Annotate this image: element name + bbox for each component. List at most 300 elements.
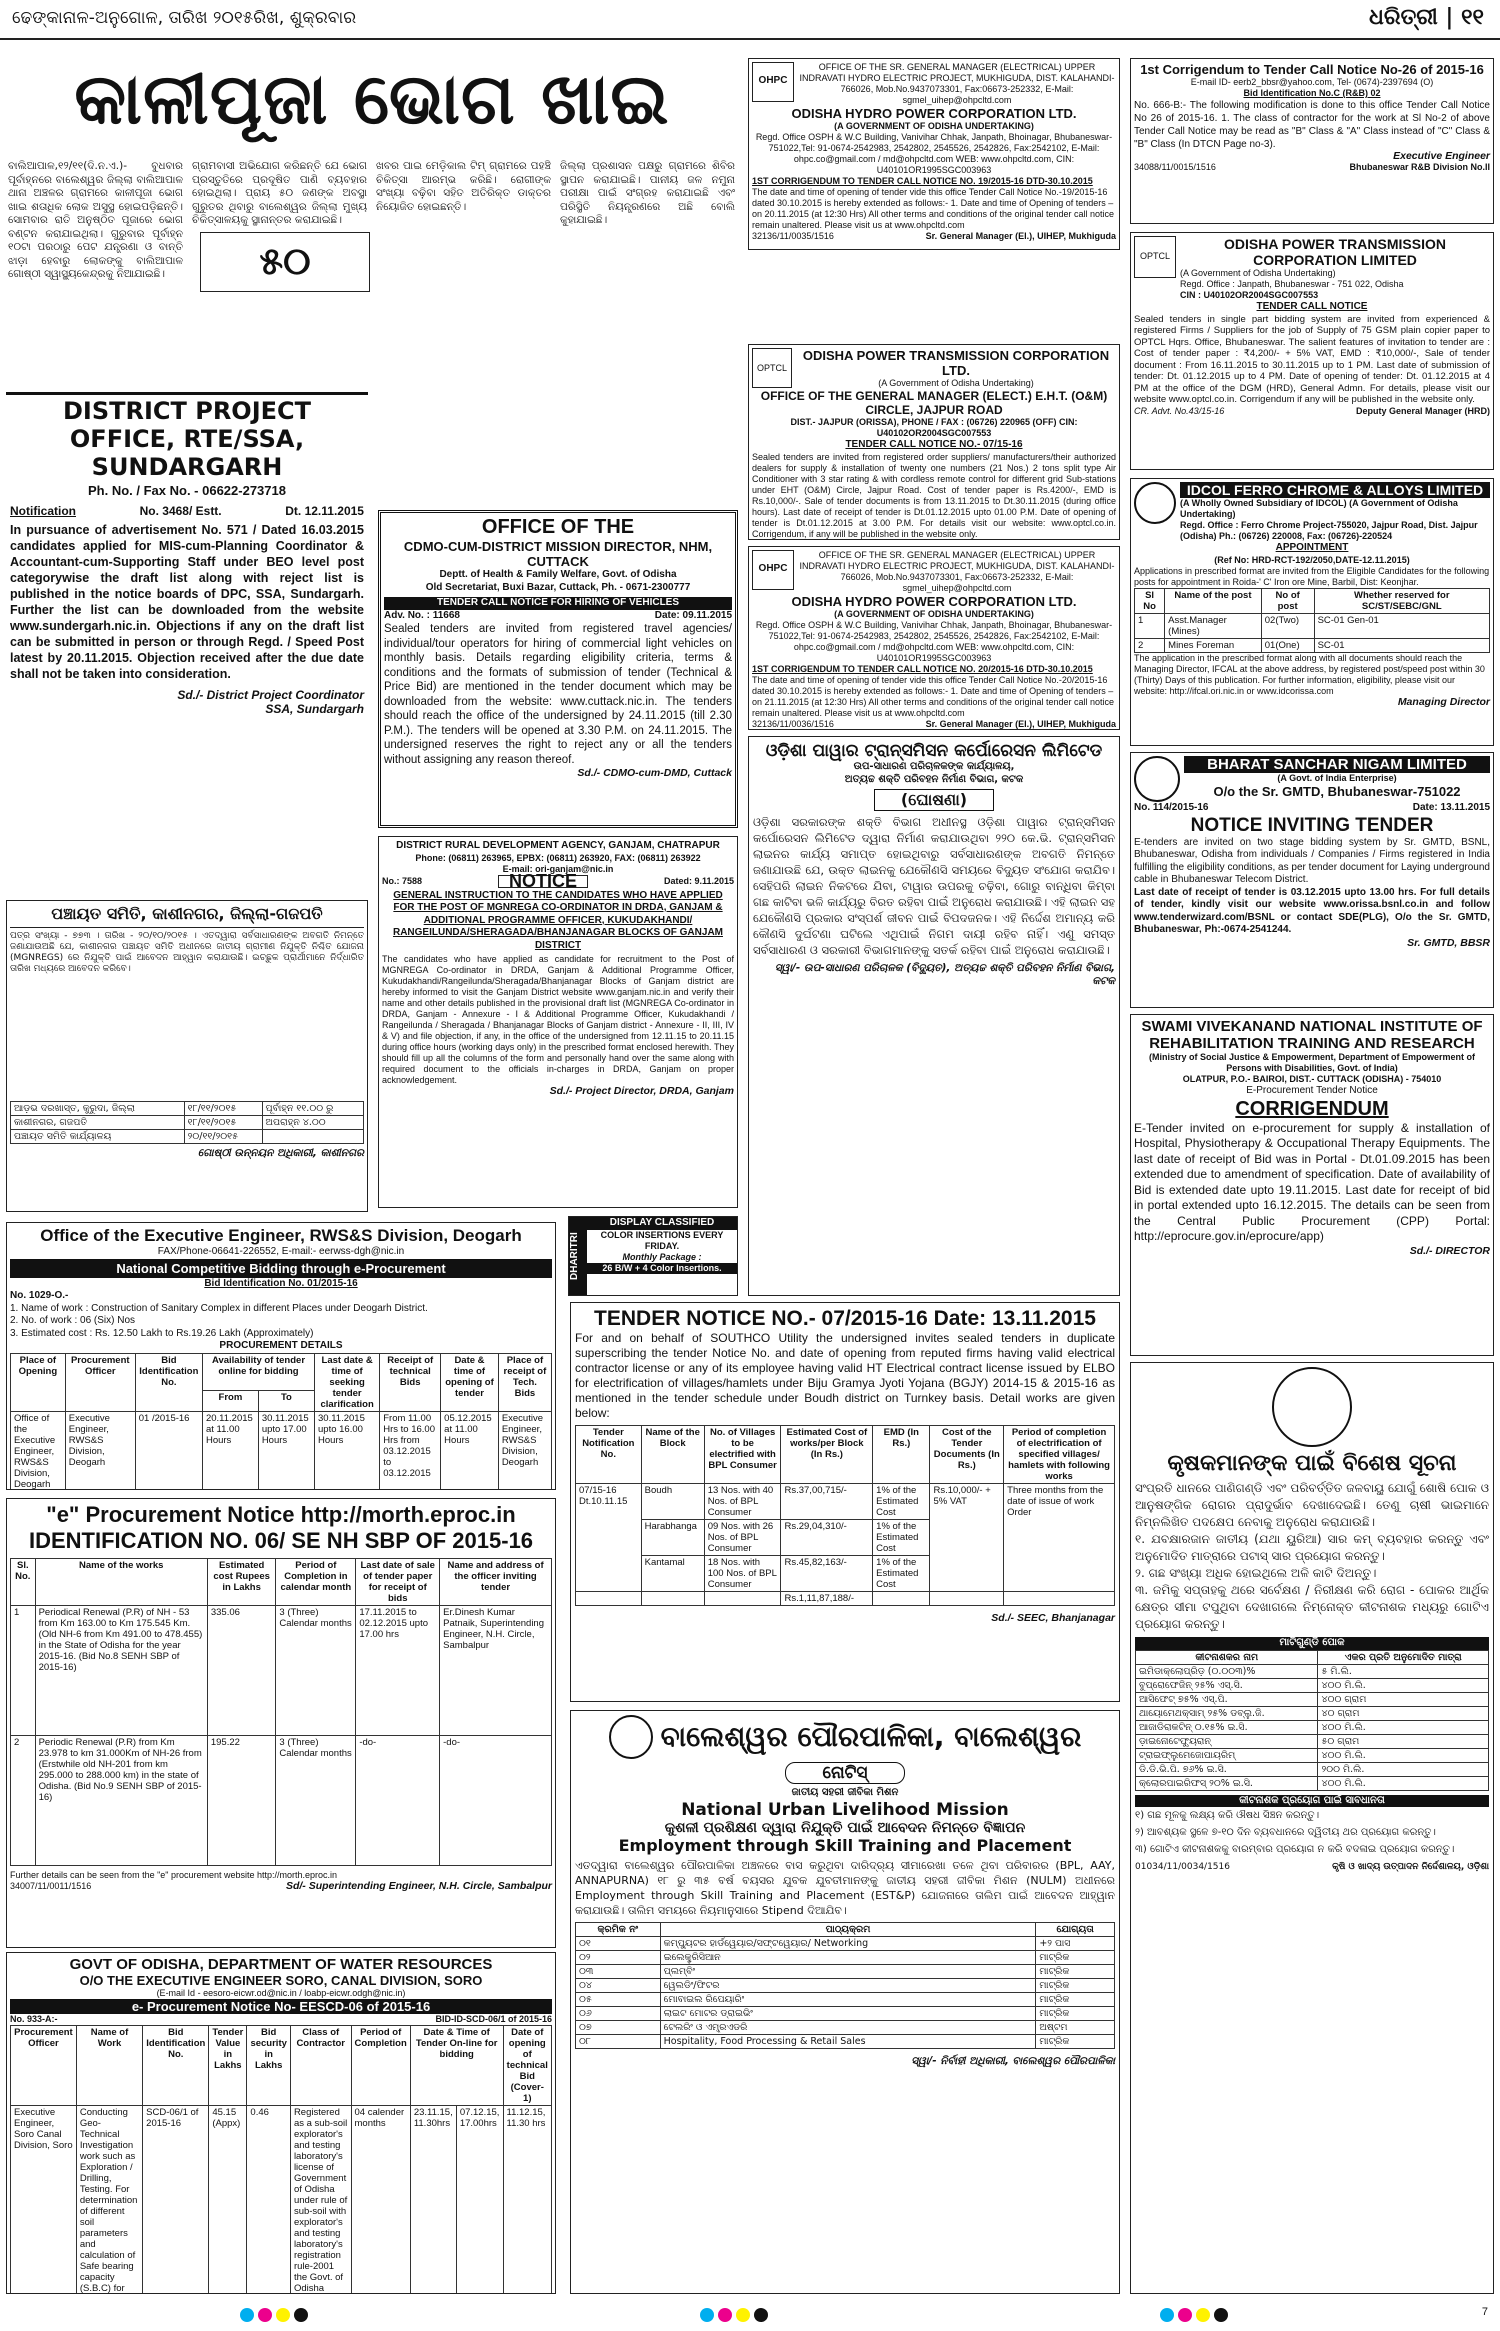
table-cell: Executive Engineer, RWS&S Division, Deogarh [65,1411,135,1490]
table-cell: ପ୍ଲମ୍ବିଂ [660,1964,1036,1978]
krushak-title: କୃଷକମାନଙ୍କ ପାଇଁ ବିଶେଷ ସୂଚନା [1167,1451,1457,1476]
table-cell: Executive Engineer, Soro Canal Division, Soro [11,2106,77,2295]
southco-title: TENDER NOTICE NO.- 07/2015-16 Date: 13.11.2015 [594,1307,1096,1330]
southco-table [575,1425,1115,1606]
rte-body: In pursuance of advertisement No. 571 / Dated 16.03.2015 candidates applied for MIS-cum-Planning Coordinator & Accountant-cum-Supporting Staff under BEO level post categorywise the draft list along with reject list is published in the notice boards of DPC, SSA, Sundargarh. Further the list can be downloaded from the website www.sundergarh.nic.in. Objections if any on the draft list can be submitted in person or through Regd. / Speed Post latest by 20.11.2015. Objection received after the due date shall not be taken into consideration. [10,523,364,681]
nhm-body: Sealed tenders are invited from registered travel agencies/ individual/tour operators for hiring of commercial light vehicles on monthly basis. Details regarding eligibility criteria, terms & conditions and the formats of submission of tender (Technical & Price Bid) are mentioned in the tender document which may be downloaded from the website: www.cuttack.nic.in. The tenders should reach the office of the undersigned by 24.11.2015 (till 2.30 P.M.). The tenders will be opened at 3.30 P.M. on 24.11.2015. The undersigned reserves the right to reject any or all the tenders without assigning any reason thereof. [384,623,732,766]
rnb-ref: 34088/11/0015/1516 [1134,162,1216,172]
magenta-mark-icon [718,2308,732,2322]
table-cell: ୨୦୦ ମି.ଲି. [1318,1762,1489,1776]
cyan-mark-icon [700,2308,714,2322]
ohpc-regd: Regd. Office OSPH & W.C Building, Vanivihar Chhak, Janpath, Bhoinagar, Bhubaneswar-751022,Tel: 91-0674-2542983, 2542802, 2545526, 2542826, Fax:2542102, E-Mail: ohpc.co@gmail.com / md@ohpcltd.com WEB: www.ohpcltd.com, CIN: U40101OR1995SGC003963 [755,132,1113,175]
ohpc-name: ODISHA HYDRO POWER CORPORATION LTD. [791,106,1077,121]
ohpc-regd: Regd. Office OSPH & W.C Building, Vanivihar Chhak, Janpath, Bhoinagar, Bhubaneswar-751022,Tel: 91-0674-2542983, 2542802, 2545526, 2542826, Fax:2542102, E-Mail: ohpc.co@gmail.com / md@ohpcltd.com WEB: www.ohpcltd.com, CIN: U40101OR1995SGC003963 [755,620,1113,663]
table-cell: 09 Nos. with 26 Nos. of BPL Consumer [704,1520,781,1556]
ohpc-ref: 32136/11/0036/1516 [752,719,834,729]
ohpc-sub: (A GOVERNMENT OF ODISHA UNDERTAKING) [834,121,1034,131]
table-cell: ଲାଇଟ ମୋଟର ଡ୍ରାଇଭିଂ [660,2006,1036,2020]
rte-number: No. 3468/ Estt. [139,504,222,518]
table-cell: 1% of the Estimated Cost [873,1520,930,1556]
rte-sig-1: Sd./- District Project Coordinator [177,688,364,702]
optcl-body: Sealed tenders are invited from registered order suppliers/ manufacturers/their authorized dealers for supply & installation of twenty one numbers (21 Nos.) 2 tons split type Air Conditioner with 3 star rating & with cordless remote control for different grid Sub-stations under EHT (O&M) Circle, Jajpur Road. Cost of tender paper is Rs.4200/-, EMD is Rs.10,000/-. Sale of tender documents is from 13.11.2015 to Dt.30.11.2015 (during office hours). Last date of receipt of tender is Dt.01.12.2015 upto 01.00 P.M. Date of opening of tender is Dt.01.12.2015 at 3.00 P.M. For details visit our website: www.optcl.co.in. Corrigendum, if any will be published in the website only. [752,451,1116,539]
rws-contact: FAX/Phone-06641-226552, E-mail:- eerwss-dgh@nic.in [157,1246,405,1257]
table-header: Availability of tender online for bidding [202,1353,314,1390]
idcol-sub: (A Wholly Owned Subsidiary of IDCOL) (A Government of Odisha Undertaking) [1180,498,1458,519]
table-header: Date & Time of Tender On-line for bidding [410,2026,503,2106]
cyan-mark-icon [240,2308,254,2322]
krushak-notice [1130,1362,1494,2294]
table-cell: Conducting Geo- Technical Investigation work such as Exploration / Drilling, Testing. For determination of different soil parameters and calculation of Safe bearing capacity (S.B.C) for [76,2106,142,2295]
bsnl-logo-icon [1134,756,1180,802]
table-cell: ଅପରାହ୍ନ ୪.୦୦ [262,1116,363,1130]
table-row [576,1950,1115,1964]
table-cell: ୫୦ ଗ୍ରାମ [1318,1734,1489,1748]
rte-notification-label: Notification [10,504,76,518]
table-row [576,2006,1115,2020]
table-cell: ୦୭ [576,2020,661,2034]
balasore-table [575,1922,1115,2049]
table-cell: ୦୮ [576,2034,661,2048]
table-cell: ୦୧ [576,1936,661,1950]
ohpc-sub: (A GOVERNMENT OF ODISHA UNDERTAKING) [834,609,1034,619]
page-number: 7 [1481,2306,1488,2318]
table-row [11,1411,552,1490]
drda-date: Dated: 9.11.2015 [663,875,734,886]
balasore-body: ଏତଦ୍ୱାରା ବାଲେଶ୍ୱର ପୌରପାଳିକା ଅଞ୍ଚଳରେ ବାସ କରୁଥିବା ଦାରିଦ୍ର୍ୟ ସୀମାରେଖା ତଳେ ଥିବା ପରିବାରର (BPL, AAY, ANNAPURNA) ୧୮ ରୁ ୩୫ ବର୍ଷ ବୟସର ଯୁବକ ଯୁବତୀମାନଙ୍କୁ ଜାତୀୟ ସହରୀ ଜୀବିକା ମିଶନ (NULM) ଅଧୀନରେ Employment through Skill Training and Placement (EST&P) ଯୋଜନାରେ ତାଲିମ ପାଇଁ ଆବେଦନ ଆହ୍ୱାନ କରାଯାଉଛି। ତାଲିମ ସମୟରେ ନିୟମାନୁସାରେ Stipend ଦିଆଯିବ। [575,1858,1115,1917]
soro-no: No. 933-A:- [10,2014,58,2024]
table-cell: 3 (Three) Calendar months [276,1736,356,1866]
morth-table [10,1558,552,1866]
table-cell: ୫ ମି.ଲି. [1318,1664,1489,1678]
optcl-odia-notice [748,736,1120,1296]
optcl-odia-title: ଓଡ଼ିଶା ପାୱାର ଟ୍ରାନ୍ସମିସନ କର୍ପୋରେସନ ଲିମିଟେଡ [765,741,1103,761]
table-cell: ଡି.ଡି.ଭି.ପି. ୭୬% ଇ.ସି. [1136,1762,1318,1776]
table-header: Date of opening of technical Bid (Cover-1) [503,2026,551,2106]
ohpc-notice-2 [748,546,1120,730]
rws-nworks: 2. No. of work : 06 (Six) Nos [10,1315,136,1326]
table-cell: ମୋବାଇଲ ରିପେୟାରିଂ [660,1992,1036,2006]
rws-no: No. 1029-O.- [10,1290,69,1301]
table-header: Tender Value in Lakhs [209,2026,247,2106]
optcl-notice-1 [748,344,1120,540]
table-header: Name of the post [1165,588,1262,613]
rws-notice [6,1222,556,1490]
table-cell: 30.11.2015 upto 17.00 Hours [258,1411,314,1490]
table-header: କ୍ରମିକ ନଂ [576,1922,661,1936]
table-cell: 20.11.2015 at 11.00 Hours [202,1411,258,1490]
table-cell: ଟ୍ରାଇଫ୍ଲୁମେଜୋପାୟରିମ୍ [1136,1748,1318,1762]
drda-subject: GENERAL INSTRUCTION TO THE CANDIDATES WHO HAVE APPLIED FOR THE POST OF MGNREGA CO-ORDINATOR IN DRDA, GANJAM & ADDITIONAL PROGRAMME OFFICER, KUKUDAKHANDI/ RANGEILUNDA/SHERAGADA/BHANJANAGAR BLOCKS OF GANJAM DISTRICT [392,889,723,951]
morth-sig: Sd/- Superintending Engineer, N.H. Circle, Sambalpur [285,1880,552,1892]
table-cell: ମାଟ୍ରିକ [1036,1964,1115,1978]
drda-email: E-mail: ori-ganjam@nic.in [502,863,614,874]
table-header: Sl No [1135,588,1165,613]
table-row [1136,1734,1489,1748]
nhm-title-2: CDMO-CUM-DISTRICT MISSION DIRECTOR, NHM, CUTTACK [403,539,713,569]
nhm-title-3: Deptt. of Health & Family Welfare, Govt. of Odisha [439,569,677,580]
table-cell: 335.06 [207,1606,276,1736]
table-cell: ୧୮/୧୧/୨୦୧୫ [184,1102,262,1116]
table-row [576,1964,1115,1978]
optcl2-cin: CIN : U40102OR2004SGC007553 [1180,290,1319,300]
table-cell: 07.12.15, 17.00hrs [456,2106,503,2295]
yellow-mark-icon [1196,2308,1210,2322]
table-cell: ୦୬ [576,2006,661,2020]
krushak-ref: 01034/11/0034/1516 [1135,1862,1230,1872]
table-header: Tender Notification No. [576,1426,642,1484]
rte-date: Dt. 12.11.2015 [285,504,364,518]
svnirtar-ministry: (Ministry of Social Justice & Empowerment, Department of Empowerment of Persons with Disabilities, Govt. of India) [1148,1052,1476,1073]
table-row [11,1559,552,1606]
ohpc-body: The date and time of opening of tender vide this office Tender Call Notice No.-19/2015-16 dated 30.10.2015 is hereby extended as follows:- 1. Date and time of Opening of tenders – on 20.11.2015 (at 12:30 Hrs) All other terms and conditions of the original tender call notice remain unaltered. Please visit us at www.ohpcltd.com [752,187,1115,230]
table-cell: ଆଡ଼ଭ ଦରଖାସ୍ତ, କୁରୁଦା, ଜିଲ୍ଲା [11,1102,185,1116]
table-row [1136,1692,1489,1706]
table-cell: Rs.10,000/- + 5% VAT [930,1484,1004,1592]
table-cell: ୦୫ [576,1992,661,2006]
page-number-brand: ଧରିତ୍ରୀ | ୧୧ [1369,4,1484,30]
table-cell: ଆଜାଡିରାକଟିନ୍ ୦.୧୫% ଇ.ସି. [1136,1720,1318,1734]
table-cell: 1% of the Estimated Cost [873,1556,930,1592]
table-cell: Rs.45,82,163/- [781,1556,873,1592]
table-row [576,2034,1115,2048]
table-cell: ମାଟ୍ରିକ [1036,1950,1115,1964]
classified-side: DHARITRI [569,1217,587,1295]
table-cell [262,1130,363,1144]
table-cell: 1% of the Estimated Cost [873,1484,930,1520]
bsnl-sig: Sr. GMTD, BBSR [1407,936,1490,949]
magenta-mark-icon [1178,2308,1192,2322]
krushak-caution-1: ୧) ଗଛ ମୂଳକୁ ଲକ୍ଷ୍ୟ କରି ଔଷଧ ସିଞ୍ଚନ କରନ୍ତୁ। [1135,1810,1320,1821]
table-cell: 18 Nos. with 100 Nos. of BPL Consumer [704,1556,781,1592]
nhm-date: Date: 09.11.2015 [654,609,732,621]
classified-title: DISPLAY CLASSIFIED [587,1217,737,1230]
soro-notice [6,1952,556,2294]
headline: କାଳୀପୂଜା ଭୋଗ ଖାଇ [74,58,670,140]
table-cell: ଅଷ୍ଟମ [1036,2020,1115,2034]
table-cell: 45.15 (Appx) [209,2106,247,2295]
rws-work: 1. Name of work : Construction of Sanitary Complex in different Places under Deogarh District. [10,1302,428,1314]
balasore-mission: National Urban Livelihood Mission [681,1799,1009,1820]
table-cell: 07/15-16 Dt.10.11.15 [576,1484,642,1592]
drda-notice-label: NOTICE [498,875,588,888]
soro-email: (E-mail Id - eesoro-eicwr.od@nic.in / loabp-eicwr.odgh@nic.in) [156,1988,406,1998]
table-cell: କାଶୀନଗର, ଗଜପତି [11,1116,185,1130]
morth-title-2: IDENTIFICATION NO. 06/ SE NH SBP OF 2015-16 [28,1528,534,1553]
idcol-foot: The application in the prescribed format along with all documents should reach the Managing Director, IFCAL at the above address, by registered post/speed post within 30 (Thirty) Days of this publication. For further information, eligibility, please visit our website: http://ifcal.ori.nic.in or www.idcorissa.com [1134,652,1485,696]
table-cell: +୨ ପାସ [1036,1936,1115,1950]
table-cell: ମାଟ୍ରିକ [1036,2034,1115,2048]
table-cell: Office of the Executive Engineer, RWS&S Division, Deogarh [11,1411,66,1490]
table-row [1136,1720,1489,1734]
table-header: No. of Villages to be electrified with BPL Consumer [704,1426,781,1484]
bsnl-no: No. 114/2015-16 [1134,802,1209,813]
table-header: Cost of the Tender Documents (In Rs.) [930,1426,1004,1484]
idcol-logo-icon [1134,482,1176,524]
idcol-body: Applications in prescribed format are invited from the Eligible Candidates for the following posts for appointment in Roida-' C' Iron ore Mine, Barbil, Dist: Keonjhar. [1134,565,1490,587]
bsnl-sub: (A Govt. of India Enterprise) [1277,773,1397,783]
subhead-box: ୫୦ [200,232,370,292]
table-row [576,1922,1115,1936]
morth-notice [6,1498,556,1948]
drda-sig: Sd./- Project Director, DRDA, Ganjam [549,1085,734,1097]
dateline: ଢେଙ୍କାନାଳ-ଅନୁଗୋଳ, ତାରିଖ ୨୦୧୫ରିଖ, ଶୁକ୍ରବାର [12,8,357,28]
table-cell: ଥାୟୋମେଥକ୍ସାମ୍ ୨୫% ଡବ୍ଲୁ.ଜି. [1136,1706,1318,1720]
table-row [576,1426,1115,1484]
table-cell: 1 [11,1606,36,1736]
morth-title-1: "e" Procurement Notice http://morth.eproc.in [46,1502,516,1527]
ohpc-notice-1 [748,58,1120,250]
table-cell: 0.46 [247,2106,291,2295]
optcl2-tcn: TENDER CALL NOTICE [1256,301,1368,312]
nhm-sig: Sd./- CDMO-cum-DMD, Cuttack [577,767,732,779]
table-cell: -do- [440,1736,552,1866]
table-cell: Registered as a sub-soil explorator's and testing laboratory's license of Government of Odisha under rule of sub-soil with explorator's and testing laboratory's registration rule-2001 the Govt. of Odisha [290,2106,351,2295]
table-cell: ମାଟ୍ରିକ [1036,1992,1115,2006]
bsnl-notice [1130,752,1494,1008]
ohpc-office: OFFICE OF THE SR. GENERAL MANAGER (ELECTRICAL) UPPER INDRAVATI HYDRO ELECTRIC PROJECT, MUKHIGUDA, DIST. KALAHANDI-766026, Mob.No.9437073301, Fax:06673-252332, E-Mail: sgmel_uihep@ohpcltd.com [799,62,1115,105]
ohpc-ref: 32136/11/0035/1516 [752,231,834,241]
table-row [1136,1706,1489,1720]
table-cell: SC-01 Gen-01 [1314,613,1489,638]
optcl-sig [752,540,1116,541]
idcol-regd: Regd. Office : Ferro Chrome Project-755020, Jajpur Road, Dist. Jajpur (Odisha) Ph.: (06726) 220008, Fax: (06726)-220524 [1180,520,1478,541]
bsnl-last: Last date of receipt of tender is 03.12.2015 upto 13.00 hrs. For full details of tender, kindly visit our website www.orissa.bsnl.co.in and follow www.tenderwizard.com/BSNL or contact SDE(PLG), O/o the Sr. GMTD, Bhubaneswar, Ph:-0674-2541244. [1134,886,1490,935]
table-row [1136,1748,1489,1762]
optcl2-sig: Deputy General Manager (HRD) [1355,405,1490,416]
table-cell: ଡ଼ାଇନୋଟେଫ୍ୟୁରାନ୍ [1136,1734,1318,1748]
rnb-bid: Bid Identification No.C (R&B) 02 [1243,88,1381,98]
table-row [576,1936,1115,1950]
table-cell: -do- [356,1736,440,1866]
table-header: Procurement Officer [65,1353,135,1411]
table-cell: ୪୦୦ ମି.ଲି. [1318,1748,1489,1762]
table-header: Estimated cost Rupees in Lakhs [207,1559,276,1606]
ohpc-logo: OHPC [752,62,794,102]
optcl-sub: (A Government of Odisha Undertaking) [878,378,1034,388]
table-row [576,1992,1115,2006]
svnirtar-address: OLATPUR, P.O.- BAIROI, DIST.- CUTTACK (ODISHA) - 754010 [1182,1074,1442,1084]
idcol-notice [1130,478,1494,746]
idcol-ref: (Ref No: HRD-RCT-192/2050,DATE-12.11.2015) [1214,554,1410,565]
krushak-body: ସଂପ୍ରତି ଧାନରେ ପାଣିଗଣ୍ଡି ଏବଂ ପରିବର୍ତ୍ତିତ ଜଳବାୟୁ ଯୋଗୁଁ ଶୋଷି ପୋକ ଓ ଆନୁଷଙ୍ଗିକ ରୋଗର ପ୍ରାଦୁର୍ଭାବ ଦେଖାଦେଇଛି। ତେଣୁ ଚାଷୀ ଭାଇମାନେ ନିମ୍ନଲିଖିତ ପଦକ୍ଷେପ ନେବାକୁ ଅନୁରୋଧ କରାଯାଉଛି। [1135,1481,1489,1529]
black-mark-icon [294,2308,308,2322]
table-row [11,1116,364,1130]
table-cell: ୦୩ [576,1964,661,1978]
table-cell: 11.12.15, 11.30 hrs [503,2106,551,2295]
page-header [0,0,1500,40]
optcl2-sub: (A Government of Odisha Undertaking) [1180,268,1336,278]
optcl2-regd: Regd. Office : Janpath, Bhubaneswar - 751 022, Odisha [1180,279,1404,289]
southco-notice [570,1302,1120,1702]
table-cell: From 11.00 Hrs to 16.00 Hrs from 03.12.2015 to 03.12.2015 [380,1411,441,1490]
rnb-title: 1st Corrigendum to Tender Call Notice No-26 of 2015-16 [1140,62,1484,77]
table-cell: ମାଟ୍ରିକ [1036,2006,1115,2020]
rte-notice [6,392,368,850]
optcl2-body: Sealed tenders in single part bidding system are invited from experienced & registered Firms / Suppliers for the job of Supply of 75 GSM plain copier paper to OPTCL Hqrs. Office, Bhubaneswar. The salient features of invitation to tender are : Cost of tender paper : ₹4,200/- + 5% VAT, EMD : ₹10,000/-, Sale of tender document : From 16.11.2015 to 30.11.2015 up to 1 PM. Last date of submission of tender: Dt. 01.12.2015 up to 4 PM. Date of opening of tender: Dt. 01.12.2015 at 4 PM at the office of the DGM (HRD), General Admn. For details, please visit our website www.optcl.co.in. Corrigendum if any will be published in the website only. [1134,313,1490,405]
story-col-2: ଗ୍ରାମବାସୀ ଅଭିଯୋଗ କରିଛନ୍ତି ଯେ ଭୋଗ ପ୍ରସ୍ତୁତିରେ ପ୍ରଦୂଷିତ ପାଣି ବ୍ୟବହାର ହୋଇଥିଲା। ପ୍ରାୟ ୫୦ ଜଣଙ୍କ ଅବସ୍ଥା ଗୁରୁତର ଥିବାରୁ ବାଲେଶ୍ୱର ଜିଲ୍ଲା ମୁଖ୍ୟ ଚିକିତ୍ସାଳୟକୁ ସ୍ଥାନାନ୍ତର କରାଯାଇଛି। [192,160,367,226]
table-row [1136,1650,1489,1664]
optcl-logo: OPTCL [752,348,792,388]
drda-no: No.: 7588 [382,875,423,886]
emblem-icon [609,1715,653,1759]
table-row [1136,1776,1489,1790]
idcol-name: IDCOL FERRO CHROME & ALLOYS LIMITED [1180,482,1490,498]
optcl-odia-body: ଓଡ଼ିଶା ସରକାରଙ୍କ ଶକ୍ତି ବିଭାଗ ଅଧୀନସ୍ଥ ଓଡ଼ିଶା ପାୱାର ଟ୍ରାନ୍ସମିସନ କର୍ପୋରେସନ ଲିମିଟେଡ ଦ୍ୱାରା ନିର୍ମାଣ କରାଯାଉଥିବା ୨୨୦ କେ.ଭି. ଟ୍ରାନ୍ସମିସନ ଲାଇନର କାର୍ଯ୍ୟ ସମାପ୍ତ ହୋଇଥିବାରୁ ସର୍ବସାଧାରଣଙ୍କ ଅବଗତି ନିମନ୍ତେ ଜଣାଯାଉଛି ଯେ, ଉକ୍ତ ଲାଇନକୁ ଯେକୌଣସି ସମୟରେ ବିଦ୍ୟୁତ ସଂଯୋଗ କରାଯିବ। ସେହିପରି ଲାଇନ ନିକଟରେ ଯିବା, ଟାୱାର ଉପରକୁ ଚଢ଼ିବା, ଗୋରୁ ବାନ୍ଧିବା କିମ୍ବା ଗଛ କାଟିବା ଭଳି କାର୍ଯ୍ୟରୁ ବିରତ ରହିବା ପାଇଁ ଅନୁରୋଧ କରାଯାଉଛି। ଏହି ଲାଇନ ସହ ଯେକୌଣସି ପ୍ରକାର ସଂସ୍ପର୍ଶ ଜୀବନ ପାଇଁ ବିପଦଜନକ। ଏହି ନିର୍ଦ୍ଦେଶ ଅମାନ୍ୟ କରି କୌଣସି ଦୁର୍ଘଟଣା ଘଟିଲେ ଏଥିପାଇଁ ନିଗମ ଦାୟୀ ରହିବ ନାହିଁ। ଏଣୁ ସମସ୍ତ ସର୍ବସାଧାରଣ ଓ ସରକାରୀ ବିଭାଗମାନଙ୍କୁ ସତର୍କ ରହିବା ପାଇଁ ଅନୁରୋଧ କରାଯାଉଛି। [753,815,1115,957]
soro-bid: BID-ID-SCD-06/1 of 2015-16 [435,2014,552,2024]
table-cell: ୪୦ ଗ୍ରାମ [1318,1706,1489,1720]
balasore-subject: Employment through Skill Training and Placement [618,1835,1072,1855]
table-header: EMD (In Rs.) [873,1426,930,1484]
table-header: Whether reserved for SC/ST/SEBC/GNL [1314,588,1489,613]
nhm-title-1: OFFICE OF THE [481,516,635,538]
table-cell: ଇଲେକ୍ଟ୍ରିସିଆନ [660,1950,1036,1964]
rnb-email: E-mail ID- eerb2_bbsr@yahoo.com, Tel- (0674)-2397694 (O) [1190,77,1434,87]
drda-title: DISTRICT RURAL DEVELOPMENT AGENCY, GANJAM, CHATRAPUR [396,840,720,851]
southco-body: For and on behalf of SOUTHCO Utility the undersigned invites sealed tenders in duplicate superscribing the tender Notice No. and date of opening from reputed firms having valid electrical contractor license or any of its employee having valid HT Electrical contract license issued by ELBO for electrification of villages/hamlets under Biju Gramya Jyoti Yojana (BGJY) 2014-15 & 2015-16 as mentioned in the tender schedule under Boudh district on Turnkey basis. Detail works are given below: [575,1331,1115,1420]
table-cell: Periodic Renewal (P.R) from Km 23.978 to km 31.000Km of NH-26 from (Erstwhile old NH-201 from km 295.000 to 288.000 km) in the state of Odisha. (Bid No.9 SENH SBP of 2015-16) [35,1736,207,1866]
optcl2-name: ODISHA POWER TRANSMISSION CORPORATION LIMITED [1224,236,1446,268]
ohpc-office: OFFICE OF THE SR. GENERAL MANAGER (ELECTRICAL) UPPER INDRAVATI HYDRO ELECTRIC PROJECT, MUKHIGUDA, DIST. KALAHANDI-766026, Mob.No.9437073301, Fax:06673-252332, E-Mail: sgmel_uihep@ohpcltd.com [799,550,1115,593]
table-header: To [258,1390,314,1411]
optcl-notice-2 [1130,232,1494,470]
krushak-point-2: ୨. ଗଛ ସଂଖ୍ୟା ଅଧିକ ହୋଇଥିଲେ ଅଳି କାଟି ଦିଅନ୍ତୁ। [1135,1566,1377,1580]
table-row [576,1592,1115,1606]
southco-sig: Sd./- SEEC, Bhanjanagar [991,1612,1115,1624]
table-cell: Harabhanga [641,1520,704,1556]
story-col-4: ଜିଲ୍ଲା ପ୍ରଶାସନ ପକ୍ଷରୁ ଗ୍ରାମରେ ଶିବିର ସ୍ଥାପନ କରାଯାଇଛି। ପାନୀୟ ଜଳ ନମୁନା ପରୀକ୍ଷା ପାଇଁ ସଂଗ୍ରହ କରାଯାଇଛି ଏବଂ ପରିସ୍ଥିତି ନିୟନ୍ତ୍ରଣରେ ଅଛି ବୋଲି କୁହାଯାଇଛି। [560,160,735,226]
ohpc-sig: Sr. General Manager (El.), UIHEP, Mukhiguda [925,231,1116,241]
table-row [1135,613,1490,638]
table-row [11,2026,552,2106]
table-header: Procurement Officer [11,2026,77,2106]
table-row [1135,588,1490,613]
table-cell: କମ୍ପ୍ୟୁଟର ହାର୍ଡୱେୟାର/ସଫ୍ଟୱେୟାର/ Networking [660,1936,1036,1950]
balasore-subject-odia: କୁଶଳୀ ପ୍ରଶିକ୍ଷଣ ଦ୍ୱାରା ନିଯୁକ୍ତି ପାଇଁ ଆବେଦନ ନିମନ୍ତେ ବିଜ୍ଞାପନ [664,1819,1026,1836]
rnb-body: No. 666-B:- The following modification is done to this office Tender Call Notice No 26 of 2015-16. 1. The class of contractor for the work at Sl No-2 of above Tender Call Notice may be read as "B" Class & "A" Class instead of "C" Class & "B" Class (In DTCN Page no-3). [1134,100,1490,150]
table-cell: Er.Dinesh Kumar Patnaik, Superintending Engineer, N.H. Circle, Sambalpur [440,1606,552,1736]
table-row [576,2020,1115,2034]
table-header: Estimated Cost of works/per Block (In Rs.) [781,1426,873,1484]
table-header: Bid Identification No. [143,2026,209,2106]
table-header: Period of Completion [351,2026,410,2106]
drda-notice [378,836,738,1208]
table-cell: Three months from the date of issue of work Order [1004,1484,1115,1592]
panchayat-title: ପଞ୍ଚାୟତ ସମିତି, କାଶୀନଗର, ଜିଲ୍ଲା-ଗଜପତି [10,904,364,928]
krushak-point-3: ୩. ଜମିକୁ ସପ୍ତାହକୁ ଥରେ ସର୍ବେକ୍ଷଣ / ନିରୀକ୍ଷଣ କରି ରୋଗ - ପୋକର ଆର୍ଥିକ କ୍ଷେତ୍ର ସୀମା ଟପୁଥିବା ଦେଖାଗଲେ ନିମ୍ନୋକ୍ତ କୀଟନାଶକ ମଧ୍ୟରୁ ଗୋଟିଏ ପ୍ରୟୋଗ କରନ୍ତୁ। [1135,1583,1489,1631]
table-row [576,1978,1115,1992]
table-header: Name of the Block [641,1426,704,1484]
table-cell: 195.22 [207,1736,276,1866]
drda-phone: Phone: (06811) 263965, EPBX: (06811) 263920, FAX: (06811) 263922 [415,852,701,863]
rws-bid: Bid Identification No. 01/2015-16 [204,1277,358,1289]
optcl-tcn: TENDER CALL NOTICE NO.- 07/15-16 [845,439,1023,450]
table-cell: ୨୦/୧୧/୨୦୧୫ [184,1130,262,1144]
table-cell: ଇମିଡାକ୍ଲୋପ୍ରିଡ଼ (୦.୦୦୩)% [1136,1664,1318,1678]
table-row [1136,1678,1489,1692]
ohpc-corr: 1ST CORRIGENDUM TO TENDER CALL NOTICE NO. 19/2015-16 DTD-30.10.2015 [752,176,1093,186]
svnirtar-body: E-Tender invited on e-procurement for supply & installation of Hospital, Physiotherapy & Occupational Therapy Equipments. The last date of receipt of Bid was in Portal - Dt.01.09.2015 has been extended due to amendment of specification. Date of availability of Bid is extended date upto 19.11.2015. Last date for receipt of bid in portal extended upto 16.12.2015. The details can be seen from the Central Public Procurement (CPP) Portal: http://eprocure.gov.in/eprocure/app) [1134,1120,1490,1243]
table-header: From [202,1390,258,1411]
cyan-mark-icon [1160,2308,1174,2322]
table-header: ପାଠ୍ୟକ୍ରମ [660,1922,1036,1936]
table-cell: Rs.37,00,715/- [781,1484,873,1520]
ohpc-sig: Sr. General Manager (El.), UIHEP, Mukhiguda [925,719,1116,729]
rte-title: DISTRICT PROJECT OFFICE, RTE/SSA, SUNDARGARH [62,397,312,481]
nhm-title-4: Old Secretariat, Buxi Bazar, Cuttack, Ph. - 0671-2300777 [425,581,691,593]
yellow-mark-icon [736,2308,750,2322]
table-cell: ୦୨ [576,1950,661,1964]
soro-table [10,2025,552,2294]
table-cell: ମାଟ୍ରିକ [1036,1978,1115,1992]
table-cell: ୪୦୦ ମି.ଲି. [1318,1776,1489,1790]
table-cell: ୦୪ [576,1978,661,1992]
table-header: Name of Work [76,2026,142,2106]
table-row [576,1484,1115,1520]
idcol-sig: Managing Director [1397,695,1490,708]
table-header: Class of Contractor [290,2026,351,2106]
optcl-odia-sub-2: ଅତ୍ୟଚ୍ଚ ଶକ୍ତି ପରିବହନ ନିର୍ମାଣ ବିଭାଗ, କଟକ [844,773,1024,785]
story-col-3: ଖବର ପାଇ ମେଡ଼ିକାଲ ଟିମ୍ ଗ୍ରାମରେ ପହଞ୍ଚି ଚିକିତ୍ସା ଆରମ୍ଭ କରିଛି। ରୋଗୀଙ୍କ ସଂଖ୍ୟା ବଢ଼ିବା ସହିତ ଅତିରିକ୍ତ ଡାକ୍ତର ନିୟୋଜିତ ହୋଇଛନ୍ତି। [376,160,551,213]
table-cell: Boudh [641,1484,704,1520]
table-header: ଏକର ପ୍ରତି ଅନୁମୋଦିତ ମାତ୍ରା [1318,1650,1489,1664]
nhm-bar: TENDER CALL NOTICE FOR HIRING OF VEHICLES [384,597,732,610]
table-row [11,1130,364,1144]
panchayat-sig: ଗୋଷ୍ଠୀ ଉନ୍ନୟନ ଅଧିକାରୀ, କାଶୀନଗର [197,1147,364,1159]
soro-title-1: GOVT OF ODISHA, DEPARTMENT OF WATER RESOURCES [69,1956,493,1973]
table-cell: 23.11.15, 11.30hrs [410,2106,456,2295]
drda-body: The candidates who have applied as candidate for recruitment to the Post of MGNREGA Co-ordinator in DRDA, Ganjam & Additional Programme Officer, Kukudakhandi/Rangeilunda/Sheragada/Bhanjanagar Blocks of Ganjam district are hereby informed to visit the Ganjam District website www.ganjam.nic.in and verify their name and other details published in the provisional draft list (MGNREGA Co-ordinator in DRDA, Ganjam - Annexure - I & Additional Programme Officer, Kukudakhandi / Rangeilunda / Sheragada / Bhanjanagar Blocks of Ganjam district - Annexure - II, III, IV & V) and file objection, if any, in the office of the undersigned from 12.11.15 to 20.11.15 during office hours (working days only) in the prescribed format enclosed herewith. They should fill up all the columns of the form and personally hand over the same along with required document to the officials in-charges in DRDA, Ganjam on proper acknowledgement. [382,954,734,1085]
svnirtar-title-2: REHABILITATION TRAINING AND RESEARCH [1149,1035,1475,1052]
black-mark-icon [754,2308,768,2322]
balasore-notice-label: ନୋଟିସ୍ [785,1762,905,1784]
table-cell: 13 Nos. with 40 Nos. of BPL Consumer [704,1484,781,1520]
table-cell: ୪୦୦ ମି.ଲି. [1318,1678,1489,1692]
optcl-odia-ghosana: (ଘୋଷଣା) [874,789,994,811]
balasore-notice [570,1710,1120,2294]
table-cell: Periodical Renewal (P.R) of NH - 53 from Km 163.00 to Km 175.545 Km. (Old NH-6 from Km 491.00 to 478.455) in the State of Odisha for the year 2015-16. (Bid No.8 SENH SBP of 2015-16) [35,1606,207,1736]
classified-line-4: 26 B/W + 4 Color Insertions. [587,1263,737,1274]
black-mark-icon [1214,2308,1228,2322]
table-header: Sl. No. [11,1559,36,1606]
idcol-table [1134,588,1490,653]
balasore-sig: ସ୍ୱା/- ନିର୍ବାହୀ ଅଧିକାରୀ, ବାଲେଶ୍ୱର ପୌରପାଳିକା [911,2054,1115,2067]
nhm-notice [378,510,738,828]
svnirtar-subtitle: E-Procurement Tender Notice [1246,1085,1378,1096]
bsnl-office: O/o the Sr. GMTD, Bhubaneswar-751022 [1213,784,1461,799]
table-header: Name of the works [35,1559,207,1606]
optcl-office: OFFICE OF THE GENERAL MANAGER (ELECT.) E.H.T. (O&M) CIRCLE, JAJPUR ROAD [760,389,1108,417]
krushak-point-1: ୧. ଯବକ୍ଷାରଜାନ ଜାତୀୟ (ଯଥା ୟୁରିଆ) ସାର କମ୍ ବ୍ୟବହାର କରନ୍ତୁ ଏବଂ ଅନୁମୋଦିତ ମାତ୍ରାରେ ପଟାସ୍ ସାର ପ୍ରୟୋଗ କରନ୍ତୁ। [1135,1532,1489,1563]
table-cell: ଆସିଫେଟ୍ ୭୫% ଏସ୍.ପି. [1136,1692,1318,1706]
optcl-name: ODISHA POWER TRANSMISSION CORPORATION LTD. [802,348,1110,378]
morth-foot: Further details can be seen from the "e" procurement website http://morth.eproc.in [10,1870,338,1880]
krushak-caution-2: ୨) ଆବଶ୍ୟକ ସ୍ଥଳେ ୭-୧୦ ଦିନ ବ୍ୟବଧାନରେ ଦ୍ୱିତୀୟ ଥର ପ୍ରୟୋଗ କରନ୍ତୁ। [1135,1827,1436,1838]
table-cell: କ୍ଲୋରପାଇରିଫସ୍ ୨୦% ଇ.ସି. [1136,1776,1318,1790]
soro-bar: e- Procurement Notice No- EESCD-06 of 2015-16 [10,1999,552,2014]
classified-line-3: Monthly Package : [622,1251,702,1262]
table-cell: 1 [1135,613,1165,638]
optcl2-ref: CR. Advt. No.43/15-16 [1134,405,1225,416]
table-cell: ୧୮/୧୧/୨୦୧୫ [184,1116,262,1130]
ohpc-name: ODISHA HYDRO POWER CORPORATION LTD. [791,594,1077,609]
table-cell: Rs.1,11,87,188/- [781,1592,873,1606]
rnb-sig-1: Executive Engineer [1393,150,1490,162]
table-cell: 02(Two) [1261,613,1314,638]
table-row [11,1102,364,1116]
krushak-bar: ମାଟିଗୁଣ୍ଡି ପୋକ [1135,1637,1489,1650]
table-cell: SCD-06/1 of 2015-16 [143,2106,209,2295]
table-cell: ଟେଲରିଂ ଓ ଏମ୍ବ୍ରଏଡରି [660,2020,1036,2034]
